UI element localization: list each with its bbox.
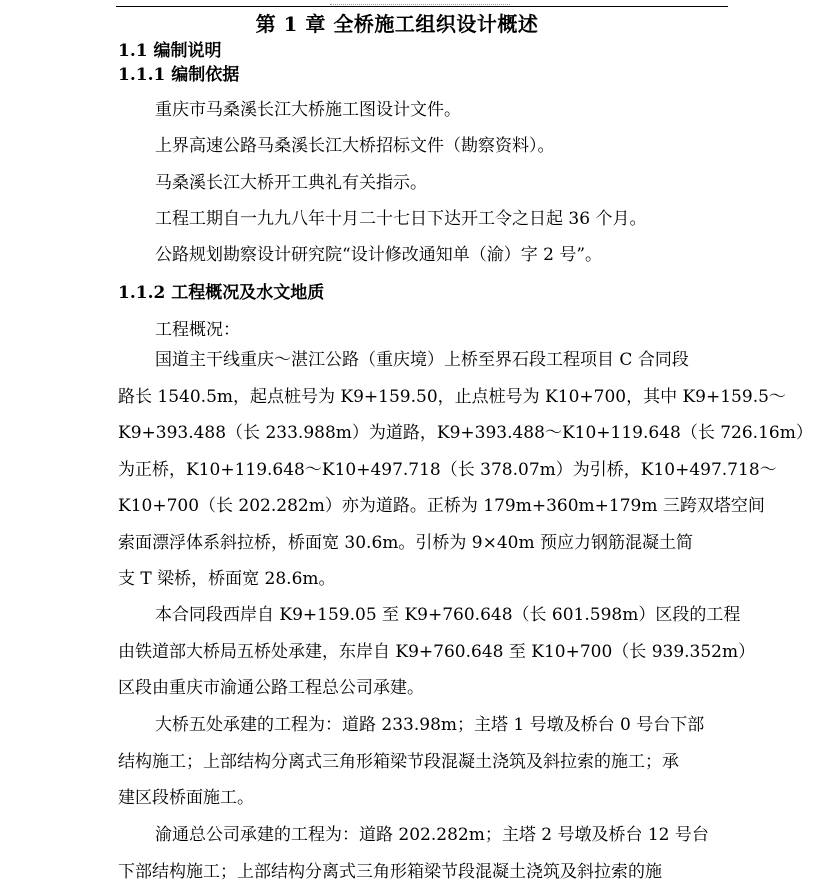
paragraph-line: 渝通总公司承建的工程为：道路 202.282m；主塔 2 号墩及桥台 12 号台 — [118, 817, 730, 854]
paragraph-line: K9+393.488（长 233.988m）为道路，K9+393.488～K10+119.648（长 726.16m） — [118, 415, 730, 452]
section-heading-1-1-1: 1.1.1 编制依据 — [118, 60, 239, 85]
section-heading-1-1-2: 1.1.2 工程概况及水文地质 — [118, 278, 324, 303]
page-header-rule — [116, 6, 728, 7]
reference-item: 工程工期自一九九八年十月二十七日下达开工令之日起 36 个月。 — [155, 204, 646, 229]
reference-item: 公路规划勘察设计研究院“设计修改通知单（渝）字 2 号”。 — [155, 240, 602, 265]
paragraph-line: 结构施工；上部结构分离式三角形箱梁节段混凝土浇筑及斜拉索的施工；承 — [118, 744, 730, 781]
paragraph-line: 支 T 梁桥，桥面宽 28.6m。 — [118, 561, 730, 598]
reference-item: 重庆市马桑溪长江大桥施工图设计文件。 — [155, 95, 461, 120]
chapter-title: 第 1 章 全桥施工组织设计概述 — [0, 8, 794, 37]
paragraph-line: 大桥五处承建的工程为：道路 233.98m；主塔 1 号墩及桥台 0 号台下部 — [118, 707, 730, 744]
paragraph-contract-sections — [118, 597, 730, 707]
paragraph-line: 区段由重庆市渝通公路工程总公司承建。 — [118, 670, 730, 707]
paragraph-line: 索面漂浮体系斜拉桥，桥面宽 30.6m。引桥为 9×40m 预应力钢筋混凝土简 — [118, 525, 730, 562]
paragraph-line: 国道主干线重庆～湛江公路（重庆境）上桥至界石段工程项目 C 合同段 — [118, 342, 730, 379]
section-heading-1-1: 1.1 编制说明 — [118, 36, 222, 61]
paragraph-line: 建区段桥面施工。 — [118, 780, 730, 817]
overview-label: 工程概况： — [155, 315, 240, 340]
paragraph-line: K10+700（长 202.282m）亦为道路。正桥为 179m+360m+179m 三跨双塔空间 — [118, 488, 730, 525]
paragraph-line: 由铁道部大桥局五桥处承建，东岸自 K9+760.648 至 K10+700（长 939.352m） — [118, 634, 730, 671]
paragraph-yutong-scope — [118, 817, 730, 890]
paragraph-line: 下部结构施工；上部结构分离式三角形箱梁节段混凝土浇筑及斜拉索的施 — [118, 854, 730, 890]
paragraph-bureau-five-scope — [118, 707, 730, 817]
reference-item: 上界高速公路马桑溪长江大桥招标文件（勘察资料）。 — [155, 131, 555, 156]
page-header-marks — [330, 0, 510, 5]
paragraph-line: 本合同段西岸自 K9+159.05 至 K9+760.648（长 601.598m）区段的工程 — [118, 597, 730, 634]
paragraph-line: 为正桥，K10+119.648～K10+497.718（长 378.07m）为引桥，K10+497.718～ — [118, 452, 730, 489]
reference-item: 马桑溪长江大桥开工典礼有关指示。 — [155, 168, 427, 193]
paragraph-line: 路长 1540.5m，起点桩号为 K9+159.50，止点桩号为 K10+700，其中 K9+159.5～ — [118, 379, 730, 416]
paragraph-project-overview — [118, 342, 730, 598]
